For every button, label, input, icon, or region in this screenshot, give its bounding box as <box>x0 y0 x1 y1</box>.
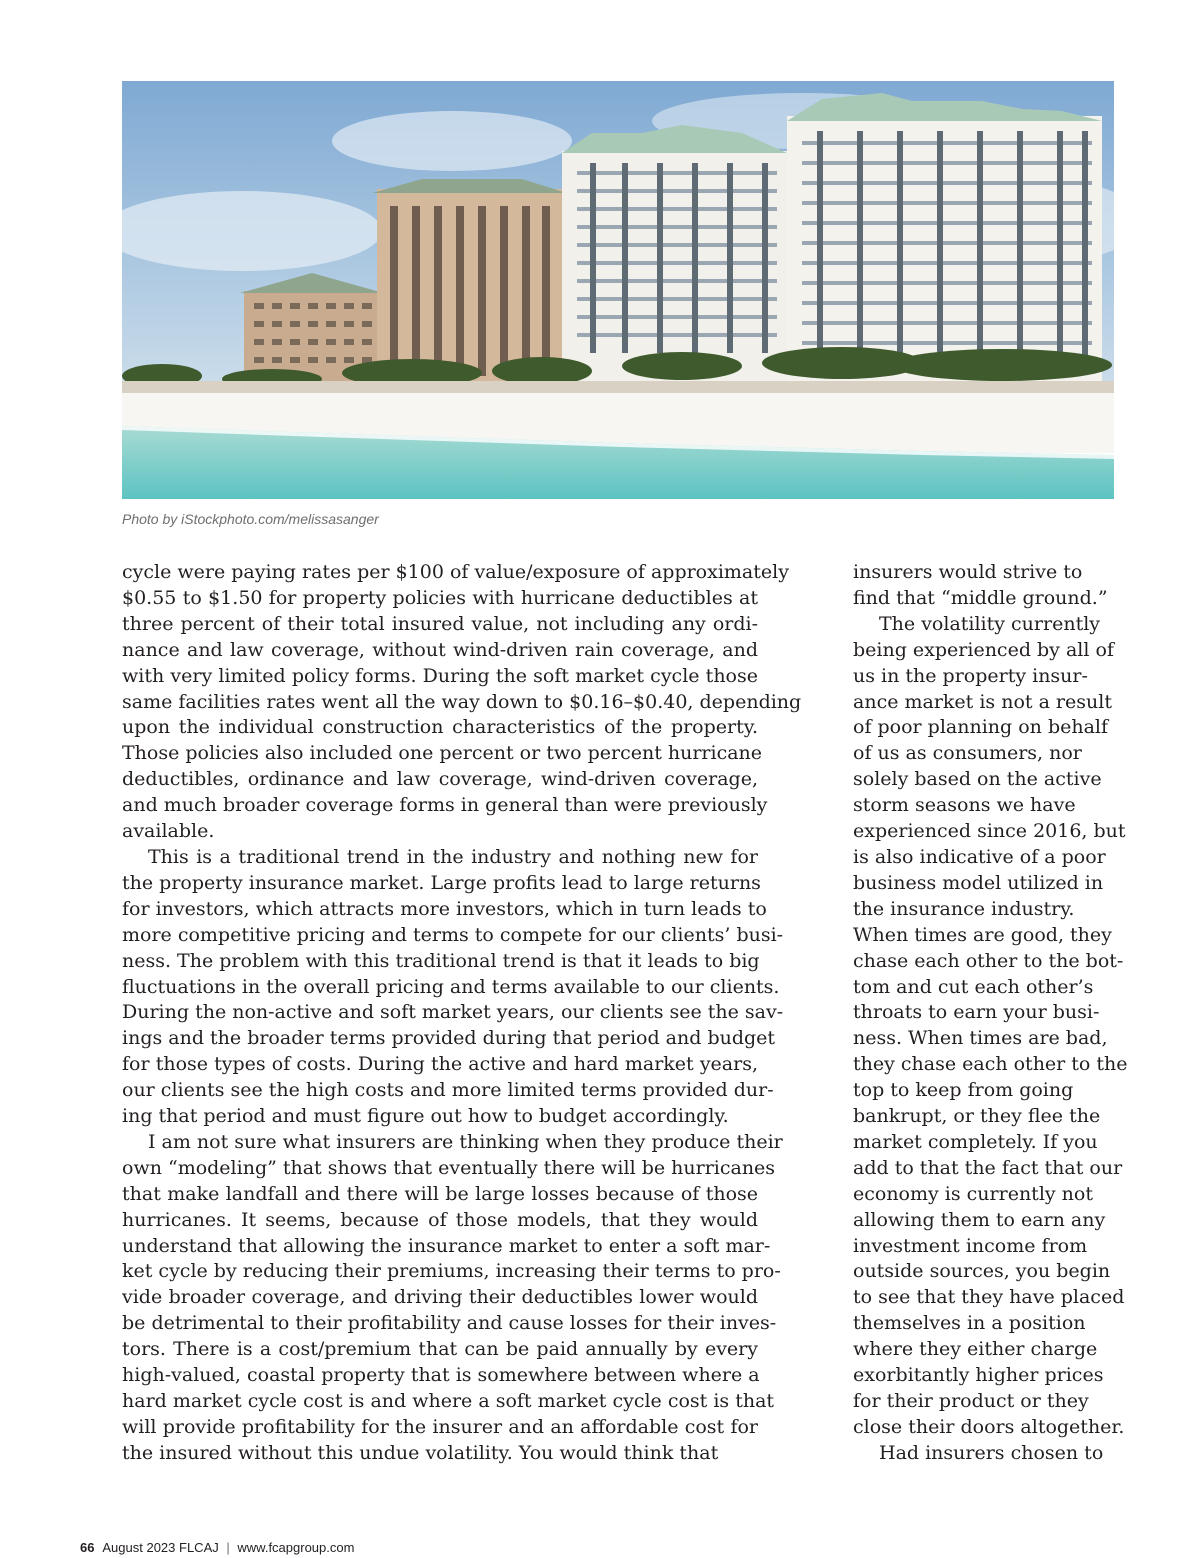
paragraph <box>853 612 1128 1441</box>
text-line: add to that the fact that our <box>853 1156 1123 1179</box>
text-line: I am not sure what insurers are thinking when they produce their <box>148 1130 783 1153</box>
text-line: themselves in a position <box>853 1312 1086 1335</box>
text-line: vide broader coverage, and driving their deductibles lower would <box>122 1286 758 1309</box>
text-line: our clients see the high costs and more limited terms provided dur- <box>122 1079 774 1102</box>
text-line: investment income from <box>853 1234 1088 1257</box>
text-line: exorbitantly higher prices <box>853 1364 1104 1387</box>
text-line: $0.55 to $1.50 for property policies with hurricane deductibles at <box>122 586 758 609</box>
issue-date: August 2023 <box>102 1540 176 1555</box>
text-line: economy is currently not <box>853 1182 1093 1205</box>
text-line: bankrupt, or they flee the <box>853 1105 1101 1128</box>
text-line: where they either charge <box>853 1338 1098 1361</box>
page-footer <box>80 1540 354 1555</box>
text-line: cycle were paying rates per $100 of value/exposure of approximately <box>122 561 789 583</box>
text-line: hurricanes. It seems, because of those models, that they would <box>122 1208 758 1231</box>
text-line: to see that they have placed <box>853 1286 1125 1309</box>
website-link[interactable]: www.fcapgroup.com <box>237 1540 355 1555</box>
text-line: for their product or they <box>853 1390 1089 1412</box>
text-line: insurers would strive to <box>853 561 1083 583</box>
main-column <box>122 560 802 1467</box>
text-line: ings and the broader terms provided during that period and budget <box>122 1027 776 1050</box>
text-line: chase each other to the bot- <box>853 949 1124 972</box>
text-line: the insurance industry. <box>853 897 1075 920</box>
text-line: solely based on the active <box>853 768 1102 791</box>
text-line: This is a traditional trend in the industry and nothing new for <box>148 845 758 868</box>
text-line: deductibles, ordinance and law coverage, wind-driven coverage, <box>122 768 758 791</box>
text-line: three percent of their total insured value, not including any ordi- <box>122 612 758 635</box>
text-line: Those policies also included one percent or two percent hurricane <box>122 742 763 765</box>
paragraph <box>853 560 1115 612</box>
text-line: with very limited policy forms. During the soft market cycle those <box>122 664 758 687</box>
text-line: Had insurers chosen to <box>879 1441 1104 1464</box>
text-line: close their doors altogether. <box>853 1415 1125 1438</box>
text-line: available. <box>122 820 215 843</box>
text-line: experienced since 2016, but <box>853 820 1126 843</box>
text-line: outside sources, you begin <box>853 1260 1111 1283</box>
paragraph <box>122 560 802 845</box>
text-line: market completely. If you <box>853 1130 1098 1153</box>
text-line: tom and cut each other’s <box>853 975 1094 998</box>
paragraph <box>853 1441 1115 1467</box>
text-line: nance and law coverage, without wind-driven rain coverage, and <box>122 638 758 661</box>
text-line: own “modeling” that shows that eventually there will be hurricanes <box>122 1156 776 1179</box>
text-line: of poor planning on behalf <box>853 716 1109 739</box>
text-line: fluctuations in the overall pricing and terms available to our clients. <box>122 975 780 998</box>
text-line: that make landfall and there will be large losses because of those <box>122 1182 758 1205</box>
text-line: top to keep from going <box>853 1079 1074 1102</box>
publication-name: FLCAJ <box>179 1540 219 1555</box>
text-line: upon the individual construction characteristics of the property. <box>122 716 758 739</box>
text-line: be detrimental to their profitability and cause losses for their inves- <box>122 1312 777 1335</box>
text-line: ance market is not a result <box>853 690 1112 713</box>
text-line: of us as consumers, nor <box>853 742 1082 765</box>
paragraph <box>122 845 784 1130</box>
text-line: allowing them to earn any <box>853 1208 1106 1231</box>
text-line: The volatility currently <box>879 612 1101 635</box>
text-line: is also indicative of a poor <box>853 845 1106 868</box>
center-white-tower <box>562 125 787 391</box>
text-line: storm seasons we have <box>853 794 1076 817</box>
text-line: find that “middle ground.” <box>853 586 1108 609</box>
text-line: ket cycle by reducing their premiums, increasing their terms to pro- <box>122 1260 781 1283</box>
text-line: and much broader coverage forms in general than were previously <box>122 794 768 817</box>
text-line: will provide profitability for the insurer and an affordable cost for <box>122 1415 758 1438</box>
text-line: for those types of costs. During the active and hard market years, <box>122 1053 758 1076</box>
text-line: ness. The problem with this traditional trend is that it leads to big <box>122 949 760 972</box>
side-column <box>853 560 1128 1467</box>
text-line: they chase each other to the <box>853 1053 1128 1076</box>
text-line: the property insurance market. Large profits lead to large returns <box>122 871 761 894</box>
text-line: business model utilized in <box>853 871 1104 894</box>
text-line: throats to earn your busi- <box>853 1001 1100 1024</box>
text-line: understand that allowing the insurance market to enter a soft mar- <box>122 1234 771 1257</box>
text-line: same facilities rates went all the way down to $0.16–$0.40, depending <box>122 690 802 713</box>
photo-caption: Photo by iStockphoto.com/melissasanger <box>122 511 379 527</box>
text-line: When times are good, they <box>853 923 1112 946</box>
right-white-tower <box>787 93 1102 391</box>
page-number: 66 <box>80 1540 95 1555</box>
footer-separator: | <box>226 1540 230 1555</box>
text-line: high-valued, coastal property that is somewhere between where a <box>122 1364 760 1387</box>
text-line: ing that period and must figure out how to budget accordingly. <box>122 1105 729 1128</box>
text-line: for investors, which attracts more investors, which in turn leads to <box>122 897 767 920</box>
text-line: more competitive pricing and terms to compete for our clients’ busi- <box>122 923 784 946</box>
paragraph <box>122 1130 783 1467</box>
text-line: ness. When times are bad, <box>853 1027 1108 1050</box>
text-line: hard market cycle cost is and where a soft market cycle cost is that <box>122 1390 775 1412</box>
text-line: us in the property insur- <box>853 664 1088 687</box>
text-line: tors. There is a cost/premium that can be paid annually by every <box>122 1338 758 1361</box>
text-line: During the non-active and soft market years, our clients see the sav- <box>122 1001 784 1024</box>
text-line: the insured without this undue volatility. You would think that <box>122 1441 719 1464</box>
beachfront-condominiums-photo <box>122 81 1114 499</box>
text-line: being experienced by all of <box>853 638 1114 661</box>
